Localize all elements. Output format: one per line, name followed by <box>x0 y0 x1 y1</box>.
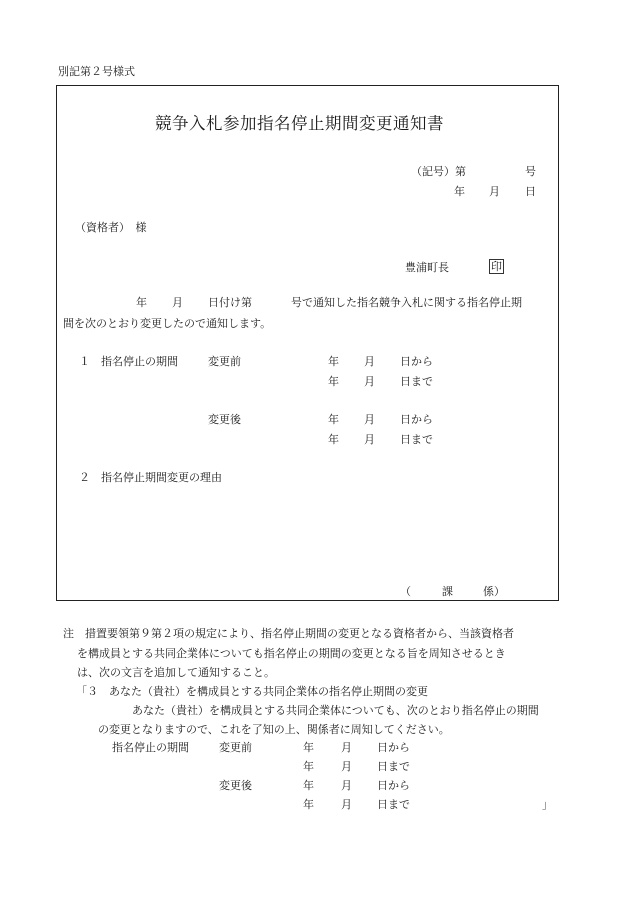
quote-after-from-month: 月 <box>341 779 352 792</box>
item1-after-from-year: 年 <box>328 413 339 426</box>
quote-line2: の変更となりますので、これを了知の上、関係者に周知してください。 <box>98 723 450 736</box>
quote-heading: 「３ あなた（貴社）を構成員とする共同企業体の指名停止期間の変更 <box>76 685 428 698</box>
quote-close: 」 <box>542 798 553 811</box>
date-month: 月 <box>489 185 500 198</box>
reference-number-label: （記号）第 <box>411 165 466 178</box>
quote-after-until-year: 年 <box>303 798 314 811</box>
body-dated: 日付け第 <box>208 296 252 309</box>
addressee: （資格者） 様 <box>75 221 147 234</box>
quote-after-from-day: 日から <box>377 779 410 792</box>
section-open-paren: （ <box>400 585 411 598</box>
item1-after-label: 変更後 <box>208 413 241 426</box>
quote-after-label: 変更後 <box>219 779 252 792</box>
body-month: 月 <box>172 296 183 309</box>
form-label: 別記第２号様式 <box>58 65 135 78</box>
item1-before-label: 変更前 <box>208 355 241 368</box>
notice-frame <box>56 85 559 601</box>
issuer: 豊浦町長 <box>405 261 449 274</box>
quote-before-from-day: 日から <box>377 741 410 754</box>
item1-before-from-month: 月 <box>364 355 375 368</box>
body-text: 号で通知した指名競争入札に関する指名停止期 <box>291 296 522 309</box>
section-ka: 課 <box>442 585 453 598</box>
item1-after-until-day: 日まで <box>400 433 433 446</box>
item1-before-from-day: 日から <box>400 355 433 368</box>
seal-stamp: 印 <box>491 260 502 273</box>
item1-heading: １ 指名停止の期間 <box>79 355 178 368</box>
item1-after-from-day: 日から <box>400 413 433 426</box>
quote-period-label: 指名停止の期間 <box>112 741 189 754</box>
item1-before-until-year: 年 <box>328 375 339 388</box>
body-text-line2: 間を次のとおり変更したので通知します。 <box>63 317 272 330</box>
document-title: 競争入札参加指名停止期間変更通知書 <box>155 114 444 133</box>
item1-after-from-month: 月 <box>364 413 375 426</box>
reference-number-suffix: 号 <box>525 165 536 178</box>
note-line2: を構成員とする共同企業体についても指名停止の期間の変更となる旨を周知させるとき <box>77 647 506 660</box>
date-year: 年 <box>454 185 465 198</box>
quote-before-from-year: 年 <box>303 741 314 754</box>
item1-before-until-day: 日まで <box>400 375 433 388</box>
quote-after-until-month: 月 <box>341 798 352 811</box>
note-line1: 注 措置要領第９第２項の規定により、指名停止期間の変更となる資格者から、当該資格者 <box>63 627 514 640</box>
note-line3: は、次の文言を追加して通知すること。 <box>77 666 275 679</box>
item1-after-until-year: 年 <box>328 433 339 446</box>
body-year: 年 <box>136 296 147 309</box>
item1-before-from-year: 年 <box>328 355 339 368</box>
quote-before-until-month: 月 <box>341 760 352 773</box>
quote-line1: あなた（貴社）を構成員とする共同企業体についても、次のとおり指名停止の期間 <box>132 704 539 717</box>
quote-before-until-year: 年 <box>303 760 314 773</box>
quote-after-from-year: 年 <box>303 779 314 792</box>
date-day: 日 <box>525 185 536 198</box>
item2-heading: ２ 指名停止期間変更の理由 <box>79 471 222 484</box>
quote-before-label: 変更前 <box>219 741 252 754</box>
quote-before-until-day: 日まで <box>377 760 410 773</box>
quote-after-until-day: 日まで <box>377 798 410 811</box>
section-kakari: 係） <box>483 585 505 598</box>
item1-before-until-month: 月 <box>364 375 375 388</box>
item1-after-until-month: 月 <box>364 433 375 446</box>
quote-before-from-month: 月 <box>341 741 352 754</box>
